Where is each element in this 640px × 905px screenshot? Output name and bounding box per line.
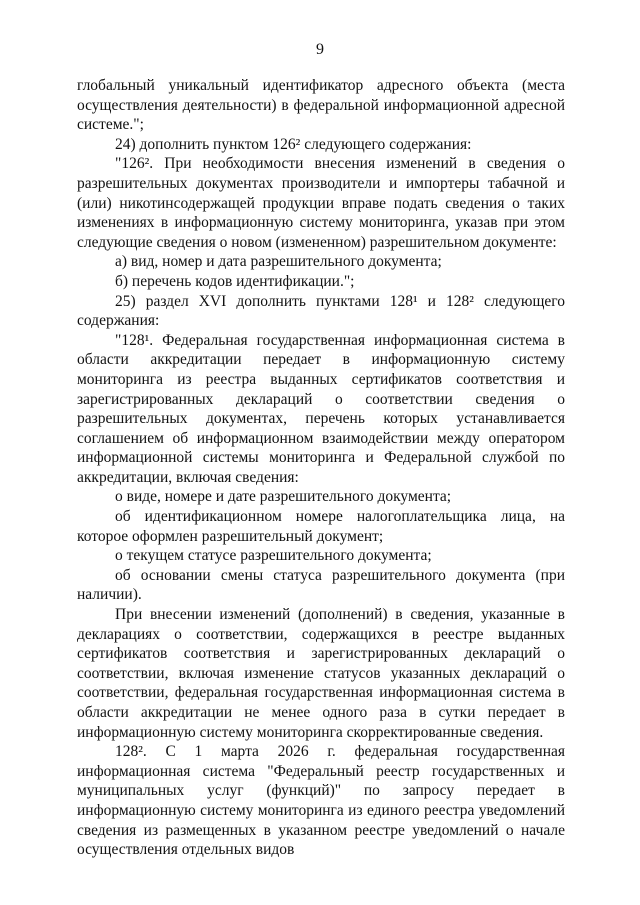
paragraph-3: "126². При необходимости внесения изменений в сведения о разрешительных документах производители и импортеры табачной и (или) никотинсодержащей продукции вправе подать сведения о таких изменениях в информационную систему мониторинга, указав при этом следующие сведения о новом (измененном) разрешительном документе: xyxy=(77,155,565,251)
paragraph-11: об основании смены статуса разрешительного документа (при наличии). xyxy=(77,566,565,604)
paragraph-13: 128². С 1 марта 2026 г. федеральная государственная информационная система "Федеральный реестр государственных и муниципальных услуг (функций)" по запросу передает в информационную систему мониторинга из единого реестра уведомлений сведения из размещенных в указанном реестре уведомлений о начале осуществления отдельных видов xyxy=(77,743,565,859)
paragraph-2: 24) дополнить пунктом 126² следующего содержания: xyxy=(115,135,472,153)
page-number: 9 xyxy=(316,41,324,58)
paragraph-10: о текущем статусе разрешительного документа; xyxy=(115,547,432,565)
paragraph-7: "128¹. Федеральная государственная информационная система в области аккредитации передает в информационную систему мониторинга из реестра выданных сертификатов соответствия и зарегистрированных деклараций о соответствии сведения о разрешительных документах, перечень которых устанавливается соглашением об информационном взаимодействии между оператором информационной системы мониторинга и Федеральной службой по аккредитации, включая сведения: xyxy=(77,331,565,486)
document-body xyxy=(77,76,565,860)
paragraph-8: о виде, номере и дате разрешительного документа; xyxy=(115,488,452,506)
paragraph-5: б) перечень кодов идентификации."; xyxy=(115,272,355,290)
paragraph-9: об идентификационном номере налогоплательщика лица, на которое оформлен разрешительный документ; xyxy=(77,508,565,545)
paragraph-1: глобальный уникальный идентификатор адресного объекта (места осуществления деятельности) в федеральной информационной адресной системе."; xyxy=(77,77,565,134)
paragraph-12: При внесении изменений (дополнений) в сведения, указанные в декларациях о соответствии, содержащихся в реестре выданных сертификатов соответствия и зарегистрированных деклараций о соответствии, включая изменение статусов указанных деклараций о соответствии, федеральная государственная информационная система в области аккредитации не менее одного раза в сутки передает в информационную систему мониторинга скорректированные сведения. xyxy=(77,606,565,741)
paragraph-4: а) вид, номер и дата разрешительного документа; xyxy=(115,253,442,271)
paragraph-6: 25) раздел XVI дополнить пунктами 128¹ и 128² следующего содержания: xyxy=(77,292,565,330)
